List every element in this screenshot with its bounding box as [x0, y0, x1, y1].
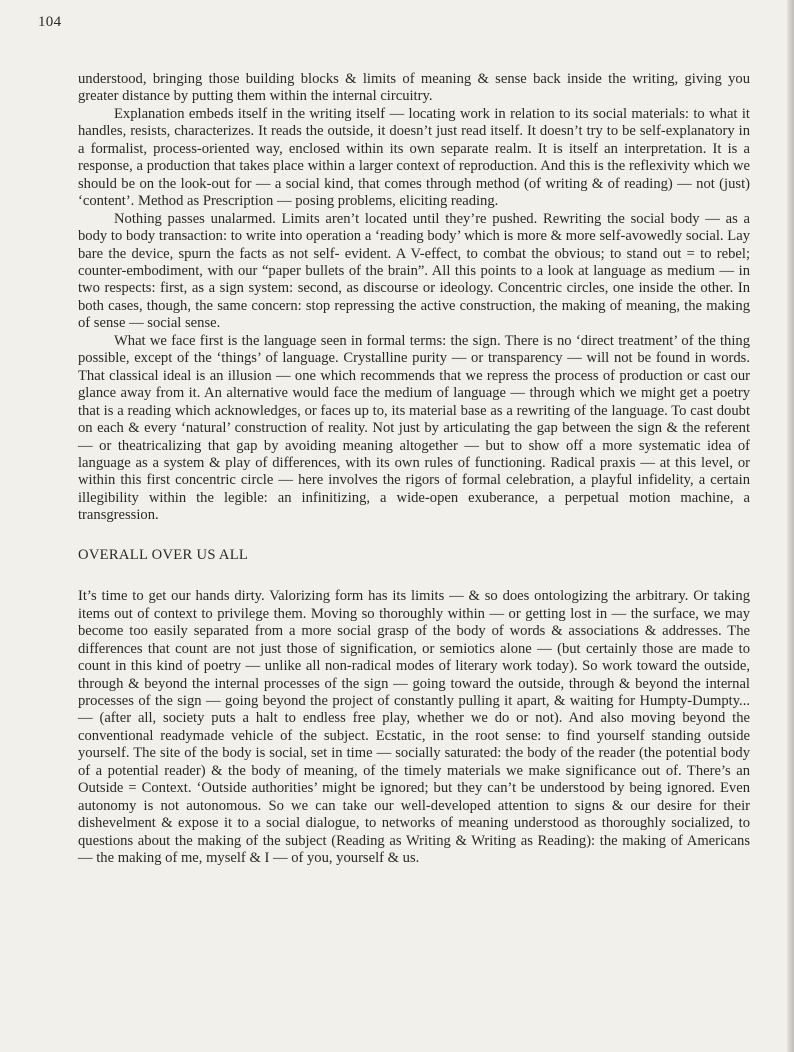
- section-heading: OVERALL OVER US ALL: [78, 546, 249, 563]
- body-text: [78, 71, 750, 867]
- page-edge-shadow: [787, 0, 794, 1052]
- page-number: 104: [38, 14, 62, 30]
- paragraph-2: Explanation embeds itself in the writing itself — locating work in relation to its social materials: to what it handles, resists, characterizes. It reads the outside, it doesn’t just read itself. It doesn’t try to be self-explanatory in a formalist, process-oriented way, enclosed within its own separate realm. It is itself an interpretation. It is a response, a production that takes place within a larger context of reproduction. And this is the reflexivity which we should be on the look-out for — a social kind, that comes through method (of writing & of reading) — not (just) ‘content’. Method as Prescription — posing problems, eliciting reading.: [78, 105, 750, 210]
- paragraph-4: What we face first is the language seen in formal terms: the sign. There is no ‘direct treatment’ of the thing possible, except of the ‘things’ of language. Crystalline purity — or transparency — will not be found in words. That classical ideal is an illusion — one which recommends that we repress the process of production or cast our glance away from it. An alternative would face the medium of language — through which we might get a poetry that is a reading which acknowledges, or faces up to, its material base as a rewriting of the language. To cast doubt on each & every ‘natural’ construction of reality. Not just by articulating the gap between the sign & the referent — or theatricalizing that gap by avoiding meaning altogether — but to show off a more systematic idea of language as a system & play of differences, with its own rules of functioning. Radical praxis — at this level, or within this first concentric circle — here involves the rigors of formal celebration, a playful infidelity, a certain illegibility within the legible: an infinitizing, a wide-open exuberance, a perpetual motion machine, a transgression.: [78, 332, 750, 524]
- paragraph-1: understood, bringing those building blocks & limits of meaning & sense back inside the writing, giving you greater distance by putting them within the internal circuitry.: [78, 71, 750, 105]
- paragraph-3: Nothing passes unalarmed. Limits aren’t located until they’re pushed. Rewriting the social body — as a body to body transaction: to write into operation a ‘reading body’ which is more & more self-avowedly social. Lay bare the device, spurn the facts as not self- evident. A V-effect, to combat the obvious; to stand out = to rebel; counter-embodiment, with our “paper bullets of the brain”. All this points to a look at language as medium — in two respects: first, as a sign system: second, as discourse or ideology. Concentric circles, one inside the other. In both cases, though, the same concern: stop repressing the active construction, the making of meaning, the making of sense — social sense.: [78, 210, 750, 332]
- paragraph-5: It’s time to get our hands dirty. Valorizing form has its limits — & so does ontologizing the arbitrary. Or taking items out of context to privilege them. Moving so thoroughly within — or getting lost in — the surface, we may become too easily separated from a more social grasp of the body of words & associations & addresses. The differences that count are not just those of signification, or semiotics alone — (but certainly those are made to count in this kind of poetry — unlike all non-radical modes of literary work today). So work toward the outside, through & beyond the internal processes of the sign — going toward the outside, through & beyond the internal processes of the sign — going beyond the project of constantly pulling it apart, & waiting for Humpty-Dumpty... — (after all, society puts a halt to endless free play, whether we do or not). And also moving beyond the conventional readymade vehicle of the subject. Ecstatic, in the root sense: to find yourself standing outside yourself. The site of the body is social, set in time — socially saturated: the body of the reader (the potential body of a potential reader) & the body of meaning, of the timely materials we make significance out of. There’s an Outside = Context. ‘Outside authorities’ might be ignored; but they can’t be understood by being ignored. Even autonomy is not autonomous. So we can take our well-developed attention to signs & our desire for their dishevelment & expose it to a social dialogue, to networks of meaning understood as thoroughly socialized, to questions about the making of the subject (Reading as Writing & Writing as Reading): the making of Americans — the making of me, myself & I — of you, yourself & us.: [78, 588, 750, 867]
